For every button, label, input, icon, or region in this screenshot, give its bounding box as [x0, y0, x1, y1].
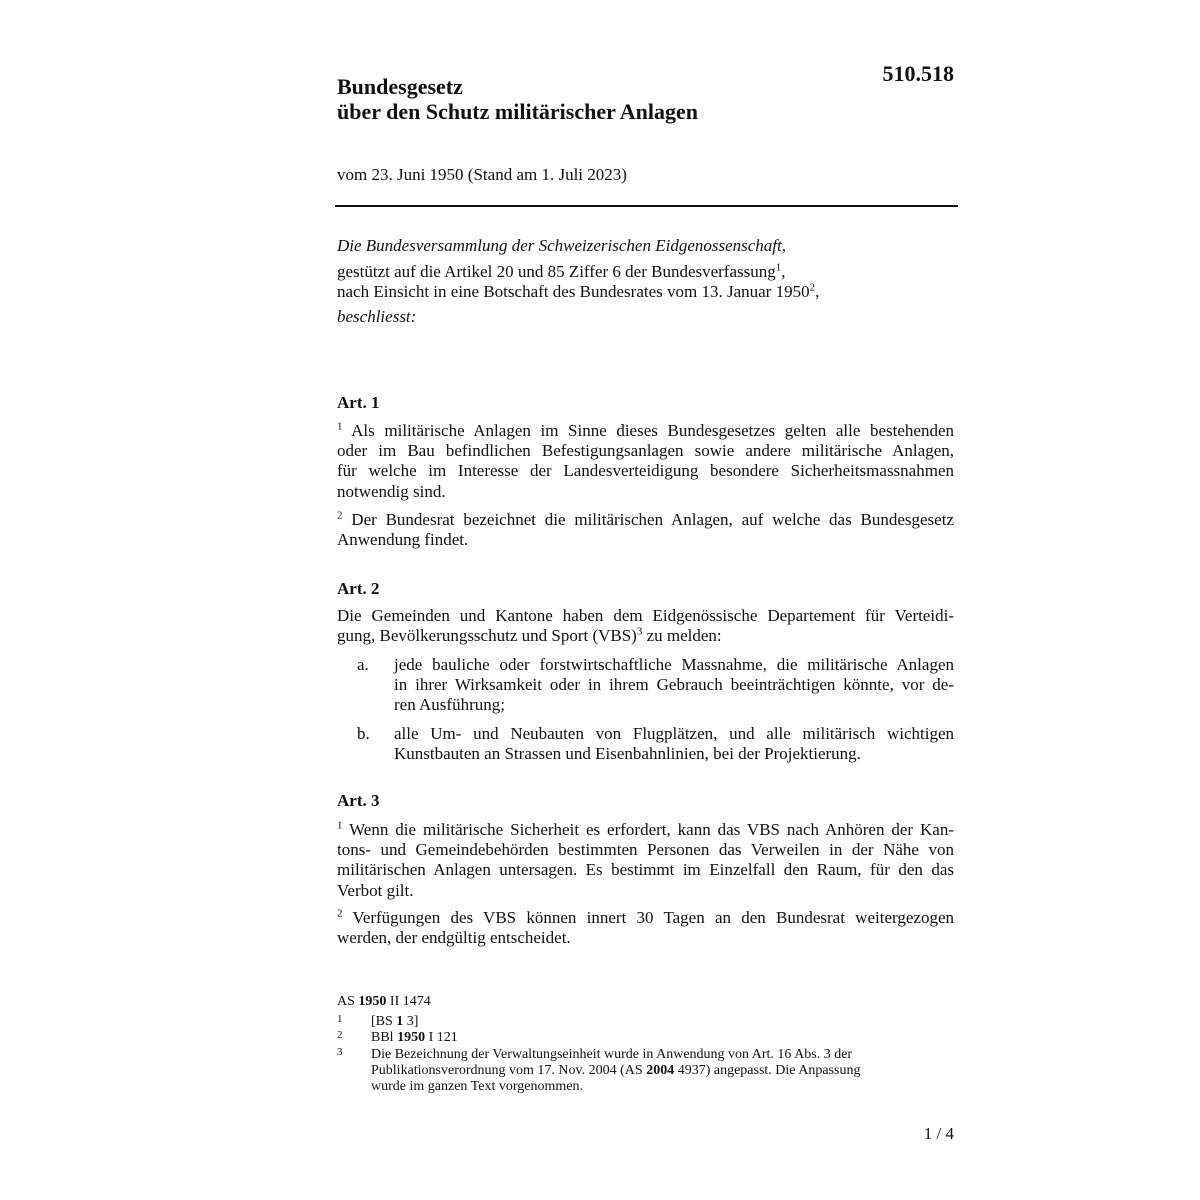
preamble-basis: gestützt auf die Artikel 20 und 85 Ziffer 6 der Bundesverfassung$^1$,	[337, 260, 786, 281]
preamble-assembly: Die Bundesversammlung der Schweizerischen Eidgenossenschaft,	[337, 236, 786, 255]
title-line-1: Bundesgesetz	[337, 74, 463, 99]
document-page: 510.518 Bundesgesetz über den Schutz militärischer Anlagen vom 23. Juni 1950 (Stand am 1. Juli 2023) Die Bundesversammlung der Schweizerischen Eidgenossenschaft, gestützt auf die Artikel 20 und 85 Ziffer 6 der Bundesverfassung$^1$, nach Einsicht in eine Botschaft des Bundesrates vom 13. Januar 1950$^2$, beschliesst: Art. 1 $^1$ Als militärische Anlagen im Sinne dieses Bundesgesetzes gelten alle bestehenden oder im Bau befindlichen Befestigungsanlagen sowie andere militärische Anlagen, für welche im Interesse der Landesverteidigung besondere Sicherheitsmassnahmen notwendig sind. $^2$ Der Bundesrat bezeichnet die militärischen Anlagen, auf welche das Bundesgesetz Anwendung findet. Art. 2 Die Gemeinden und Kantone haben dem Eidgenössische Departement für Verteidi- gung, Bevölkerungsschutz und Sport (VBS)$^3$ zu melden: a. jede bauliche oder forstwirtschaftliche Massnahme, die militärische Anlagen in ihrer Wirksamkeit oder in ihrem Gebrauch beeinträchtigen könnte, vor de- ren Ausführung; b. alle Um- und Neubauten von Flugplätzen, und alle militärisch wichtigen Kunstbauten an Strassen und Eisenbahnlinien, bei der Projektierung. Art. 3 $^1$ Wenn die militärische Sicherheit es erfordert, kann das VBS nach Anhören der Kan- tons- und Gemeindebehörden bestimmten Personen das Verweilen in der Nähe von militärischen Anlagen untersagen. Es bestimmt im Einzelfall den Raum, für den das Verbot gilt. $^2$ Verfügungen des VBS können innert 30 Tagen an den Bundesrat weitergezogen werden, der endgültig entscheidet. AS 1950 II 1474 1 [BS 1 3] 2 BBl 1950 I 121 3 Die Bezeichnung der Verwaltungseinheit wurde in Anwendung von Art. 16 Abs. 3 der Publikationsverordnung vom 17. Nov. 2004 (AS 2004 4937) angepasst. Die Anpassung wurde im ganzen Text vorgenommen. 1 / 4	[0, 0, 1200, 1200]
paragraph-number: 2	[337, 907, 343, 920]
preamble	[337, 236, 957, 327]
paragraph-number: 2	[337, 509, 343, 522]
footnote-ref-2[interactable]: 2	[809, 281, 816, 294]
date-status-line: vom 23. Juni 1950 (Stand am 1. Juli 2023)	[337, 165, 627, 184]
sr-number: 510.518	[882, 61, 954, 86]
list-marker: a.	[357, 655, 369, 674]
paragraph-number: 1	[337, 420, 343, 433]
footnote-number: 1	[337, 1013, 343, 1026]
article-1-paragraph-1: $^1$ Als militärische Anlagen im Sinne dieses Bundesgesetzes gelten alle bestehenden oder im Bau befindlichen Befestigungsanlagen sowie andere militärische Anlagen, für welche im Interesse der Landesverteidigung besondere Sicherheitsmassnahmen notwendig sind.	[337, 420, 954, 501]
footnote-number: 2	[337, 1029, 343, 1042]
footnote-2: 2 BBl 1950 I 121	[337, 1029, 458, 1046]
article-3-paragraph-1: $^1$ Wenn die militärische Sicherheit es erfordert, kann das VBS nach Anhören der Kan- tons- und Gemeindebehörden bestimmten Personen das Verweilen in der Nähe von militärischen Anlagen untersagen. Es bestimmt im Einzelfall den Raum, für den das Verbot gilt.	[337, 819, 954, 900]
article-2-intro: Die Gemeinden und Kantone haben dem Eidgenössische Departement für Verteidi- gung, Bevölkerungsschutz und Sport (VBS)$^3$ zu melden:	[337, 606, 954, 646]
footnotes	[337, 994, 947, 1095]
article-2-heading: Art. 2	[337, 579, 380, 598]
footnote-1: 1 [BS 1 3]	[337, 1013, 419, 1030]
document-title	[337, 74, 897, 124]
title-line-2: über den Schutz militärischer Anlagen	[337, 99, 698, 124]
article-1-heading: Art. 1	[337, 393, 380, 412]
preamble-resolves: beschliesst:	[337, 306, 417, 326]
paragraph-number: 1	[337, 819, 343, 832]
page-number: 1 / 4	[923, 1124, 954, 1143]
article-3-paragraph-2: $^2$ Verfügungen des VBS können innert 30 Tagen an den Bundesrat weitergezogen werden, der endgültig entscheidet.	[337, 907, 954, 948]
footnote-ref-3[interactable]: 3	[636, 625, 643, 638]
article-3-heading: Art. 3	[337, 791, 380, 810]
footnote-number: 3	[337, 1045, 343, 1058]
preamble-message: nach Einsicht in eine Botschaft des Bundesrates vom 13. Januar 1950$^2$,	[337, 281, 820, 301]
footnote-source: AS 1950 II 1474	[337, 994, 431, 1009]
footnote-ref-1[interactable]: 1	[775, 260, 782, 273]
list-marker: b.	[357, 724, 370, 743]
header-divider	[335, 205, 958, 207]
article-1-paragraph-2: $^2$ Der Bundesrat bezeichnet die militärischen Anlagen, auf welche das Bundesgesetz Anwendung findet.	[337, 509, 954, 550]
footnote-3: 3 Die Bezeichnung der Verwaltungseinheit wurde in Anwendung von Art. 16 Abs. 3 der Publikationsverordnung vom 17. Nov. 2004 (AS 2004 4937) angepasst. Die Anpassung wurde im ganzen Text vorgenommen.	[337, 1045, 861, 1095]
